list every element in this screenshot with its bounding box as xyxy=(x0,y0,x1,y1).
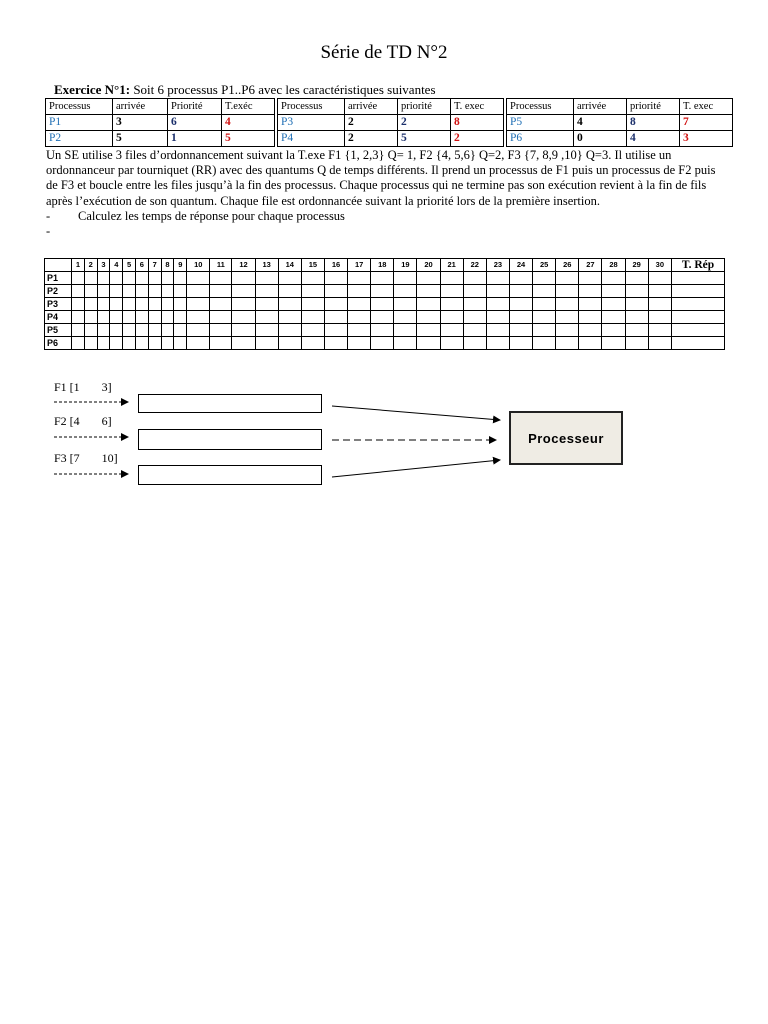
queue-label-start: F3 [7 xyxy=(54,451,80,465)
page-title: Série de TD N°2 xyxy=(320,42,448,63)
process-name: P6 xyxy=(505,131,574,147)
gantt-time-header: 28 xyxy=(602,259,625,272)
process-name: P5 xyxy=(505,115,574,131)
gantt-time-header: 30 xyxy=(648,259,671,272)
bullet-dash: - xyxy=(46,224,51,239)
header-cell: priorité xyxy=(627,99,680,115)
header-cell: arrivée xyxy=(345,99,398,115)
processor-box: Processeur xyxy=(509,411,623,465)
f3-to-cpu-arrow xyxy=(332,460,500,477)
gantt-row-label: P6 xyxy=(45,337,72,350)
gantt-time-header: 22 xyxy=(463,259,486,272)
gantt-time-header: 24 xyxy=(509,259,532,272)
gantt-time-header: 26 xyxy=(556,259,579,272)
gantt-time-header: 11 xyxy=(210,259,232,272)
gantt-time-header: 13 xyxy=(255,259,278,272)
gantt-row-label: P1 xyxy=(45,272,72,285)
gantt-response-time-header: T. Rép xyxy=(672,259,725,272)
statement-paragraph: Un SE utilise 3 files d’ordonnancement suivant la T.exe F1 {1, 2,3} Q= 1, F2 {4, 5,6} Q=2, F3 {7, 8,9 ,10} Q=3. Il utilise un ordonnanceur par tourniquet (RR) avec des quantums Q de temps différents. Il prend un processus de F1 puis un processus de F2 puis de F3 et boucle entre les files jusqu’à la fin des processus. Chaque processus qui ne termine pas son exécution revient à la fin de fils après l’exécution de son quantum. Chaque file est ordonnancée suivant la priorité lors de la première insertion. xyxy=(46,148,716,208)
arrival-value: 2 xyxy=(345,131,398,147)
bullet-dash: - xyxy=(46,208,51,223)
bullet-text: Calculez les temps de réponse pour chaque processus xyxy=(78,208,345,223)
f1-to-cpu-arrow xyxy=(332,406,500,420)
header-cell: arrivée xyxy=(574,99,627,115)
header-cell: priorité xyxy=(398,99,451,115)
gantt-time-header: 1 xyxy=(72,259,85,272)
header-cell: Processus xyxy=(46,99,113,115)
header-cell: T. exec xyxy=(451,99,506,115)
process-name: P2 xyxy=(46,131,113,147)
gantt-time-header: 23 xyxy=(486,259,509,272)
priority-value: 8 xyxy=(627,115,680,131)
gantt-time-header: 25 xyxy=(533,259,556,272)
gantt-time-header: 21 xyxy=(440,259,463,272)
gantt-time-header: 3 xyxy=(97,259,110,272)
exec-time-value: 3 xyxy=(680,131,733,147)
queue-label-end: 6] xyxy=(101,414,112,428)
process-name: P3 xyxy=(276,115,345,131)
header-cell: T.exéc xyxy=(222,99,277,115)
gantt-time-header: 18 xyxy=(371,259,394,272)
gantt-time-header: 10 xyxy=(187,259,210,272)
gantt-time-header: 27 xyxy=(579,259,602,272)
header-cell: Priorité xyxy=(168,99,222,115)
arrival-value: 5 xyxy=(113,131,168,147)
gantt-row-label: P5 xyxy=(45,324,72,337)
exec-time-value: 5 xyxy=(222,131,277,147)
queue-label-end: 3] xyxy=(101,380,112,394)
gantt-time-header: 19 xyxy=(394,259,417,272)
gantt-time-header: 2 xyxy=(84,259,97,272)
gantt-time-header: 8 xyxy=(161,259,174,272)
arrival-value: 4 xyxy=(574,115,627,131)
arrival-value: 3 xyxy=(113,115,168,131)
header-cell: T. exec xyxy=(680,99,733,115)
gantt-time-header: 4 xyxy=(110,259,123,272)
queue-label-end: 10] xyxy=(101,451,118,465)
gantt-time-header: 5 xyxy=(123,259,136,272)
priority-value: 5 xyxy=(398,131,451,147)
gantt-time-header: 16 xyxy=(324,259,347,272)
priority-value: 4 xyxy=(627,131,680,147)
gantt-time-header: 12 xyxy=(232,259,255,272)
gantt-time-header: 29 xyxy=(625,259,648,272)
arrival-value: 2 xyxy=(345,115,398,131)
gantt-row-label: P2 xyxy=(45,285,72,298)
gantt-time-header: 15 xyxy=(301,259,324,272)
header-cell: Processus xyxy=(505,99,574,115)
gantt-time-header: 6 xyxy=(135,259,148,272)
exercise-intro: Soit 6 processus P1..P6 avec les caractéristiques suivantes xyxy=(130,82,436,97)
gantt-time-header: 9 xyxy=(174,259,187,272)
exec-time-value: 8 xyxy=(451,115,506,131)
gantt-time-header: 14 xyxy=(278,259,301,272)
priority-value: 1 xyxy=(168,131,222,147)
arrival-value: 0 xyxy=(574,131,627,147)
queue-label-start: F2 [4 xyxy=(54,414,80,428)
priority-value: 6 xyxy=(168,115,222,131)
queue-label-start: F1 [1 xyxy=(54,380,80,394)
gantt-row-label: P4 xyxy=(45,311,72,324)
process-name: P1 xyxy=(46,115,113,131)
gantt-row-label: P3 xyxy=(45,298,72,311)
gantt-time-header: 7 xyxy=(148,259,161,272)
header-cell: Processus xyxy=(276,99,345,115)
exec-time-value: 7 xyxy=(680,115,733,131)
process-name: P4 xyxy=(276,131,345,147)
gantt-time-header: 20 xyxy=(417,259,440,272)
exec-time-value: 4 xyxy=(222,115,277,131)
header-cell: arrivée xyxy=(113,99,168,115)
gantt-time-header: 17 xyxy=(348,259,371,272)
exec-time-value: 2 xyxy=(451,131,506,147)
exercise-label: Exercice N°1: xyxy=(54,82,131,97)
priority-value: 2 xyxy=(398,115,451,131)
